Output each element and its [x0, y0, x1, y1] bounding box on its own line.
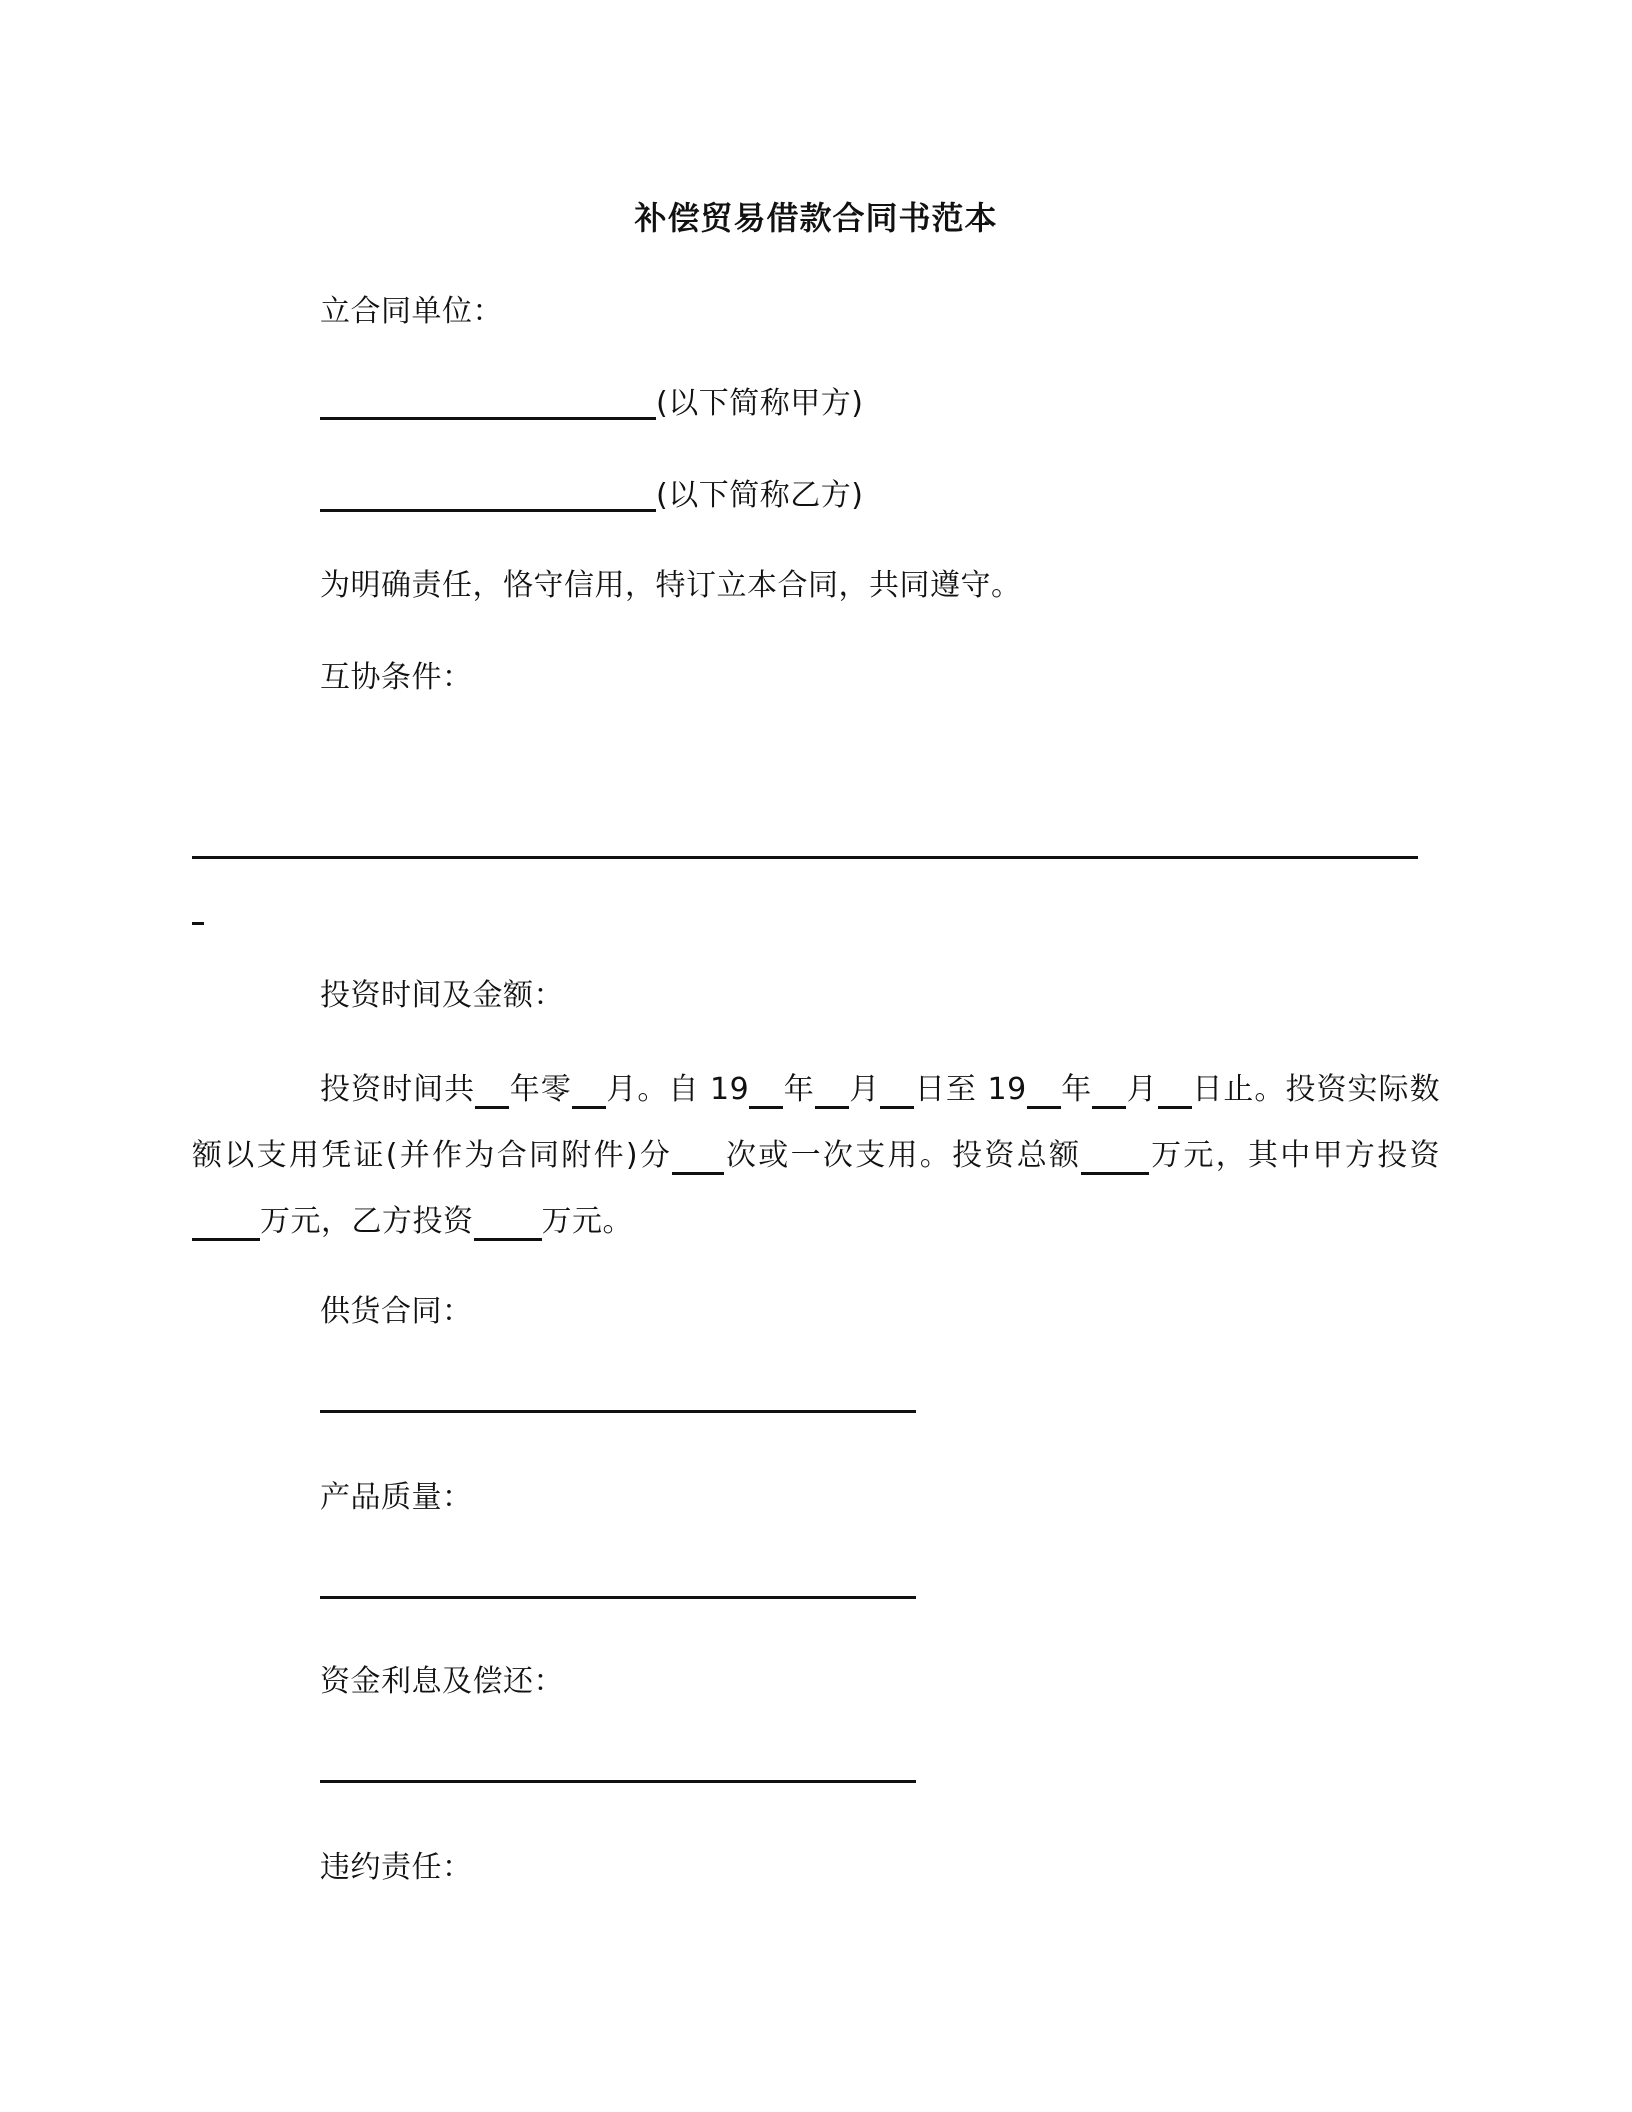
investment-text-10: 次或一次支用。投资总额	[724, 1138, 1082, 1173]
investment-text-1: 投资时间共	[320, 1072, 476, 1107]
investment-text-11: 万元，其中甲方投资	[1149, 1138, 1440, 1173]
party-b-amount-blank[interactable]	[474, 1208, 542, 1241]
end-month-blank[interactable]	[1092, 1076, 1126, 1109]
mutual-conditions-blank-line[interactable]	[192, 856, 1418, 859]
investment-text-13: 万元。	[541, 1204, 633, 1239]
investment-text-9: 日止。投资实际数额以支用凭证(并作为合同附件)分	[192, 1072, 1441, 1173]
invest-years-blank[interactable]	[475, 1076, 509, 1109]
supply-contract-blank[interactable]	[320, 1410, 916, 1413]
supply-contract-label: 供货合同：	[320, 1294, 473, 1329]
breach-label: 违约责任：	[320, 1850, 473, 1885]
investment-label: 投资时间及金额：	[320, 978, 564, 1013]
investment-paragraph	[192, 1057, 1440, 1255]
investment-text-7: 年	[1060, 1072, 1093, 1107]
investment-text-12: 万元，乙方投资	[260, 1204, 474, 1239]
mutual-conditions-blank-tail[interactable]	[192, 922, 204, 925]
installments-blank[interactable]	[672, 1142, 724, 1175]
party-b-suffix: (以下简称乙方)	[656, 478, 864, 513]
end-day-blank[interactable]	[1158, 1076, 1192, 1109]
product-quality-label: 产品质量：	[320, 1480, 473, 1515]
party-a-amount-blank[interactable]	[192, 1208, 260, 1241]
investment-text-2: 年零	[509, 1072, 572, 1107]
funds-interest-blank[interactable]	[320, 1780, 916, 1783]
document-title: 补偿贸易借款合同书范本	[634, 199, 998, 237]
start-year-blank[interactable]	[749, 1076, 783, 1109]
party-a-blank[interactable]	[320, 387, 656, 420]
party-b-line	[320, 476, 863, 516]
start-day-blank[interactable]	[880, 1076, 914, 1109]
investment-text-4: 年	[783, 1072, 815, 1107]
mutual-conditions-label: 互协条件：	[320, 660, 473, 695]
investment-text-8: 月	[1126, 1072, 1158, 1107]
end-year-blank[interactable]	[1027, 1076, 1061, 1109]
product-quality-blank[interactable]	[320, 1596, 916, 1599]
party-b-blank[interactable]	[320, 479, 656, 512]
invest-months-blank[interactable]	[572, 1076, 606, 1109]
investment-text-5: 月	[848, 1072, 881, 1107]
investment-text-6: 日至 19	[914, 1072, 1027, 1107]
parties-label: 立合同单位：	[320, 294, 503, 329]
party-a-suffix: (以下简称甲方)	[656, 386, 864, 421]
investment-text-3: 月。自 19	[605, 1072, 750, 1107]
start-month-blank[interactable]	[815, 1076, 849, 1109]
funds-interest-label: 资金利息及偿还：	[320, 1664, 564, 1699]
party-a-line	[320, 384, 863, 424]
total-amount-blank[interactable]	[1081, 1142, 1149, 1175]
preamble: 为明确责任，恪守信用，特订立本合同，共同遵守。	[320, 568, 1022, 603]
